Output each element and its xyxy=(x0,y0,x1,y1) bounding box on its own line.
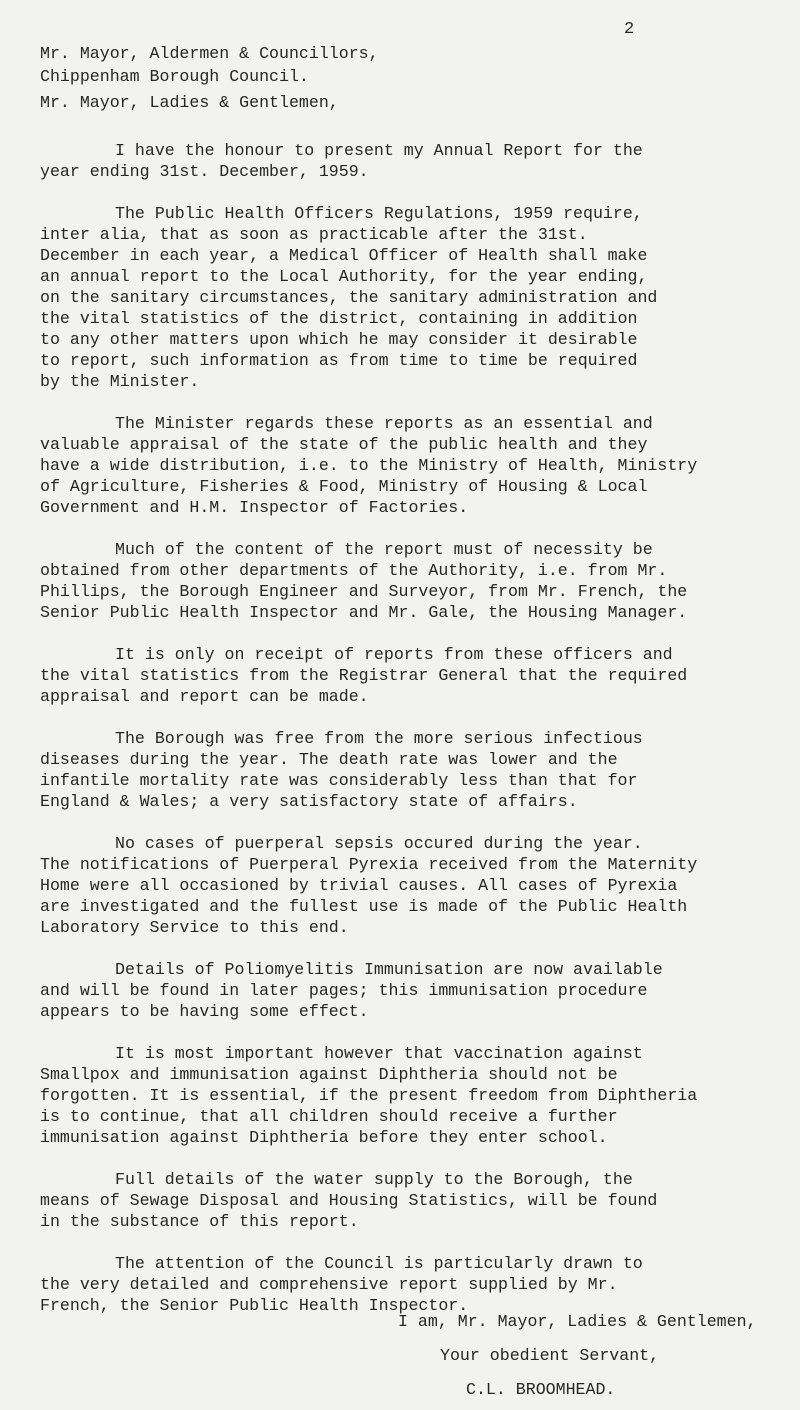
paragraph: Full details of the water supply to the Borough, the means of Sewage Disposal and Housing Statistics, will be found in the substance of this report. xyxy=(40,1170,658,1231)
signature: C.L. BROOMHEAD. xyxy=(466,1380,616,1399)
paragraph: No cases of puerperal sepsis occured during the year. The notifications of Puerperal Pyrexia received from the Maternity Home were all occasioned by trivial causes. All cases of Pyrexia are investigated and the fullest use is made of the Public Health Laboratory Service to this end. xyxy=(40,834,698,937)
paragraph: The Minister regards these reports as an essential and valuable appraisal of the state of the public health and they have a wide distribution, i.e. to the Ministry of Health, Ministry of Agriculture, Fisheries & Food, Ministry of Housing & Local Government and H.M. Inspector of Factories. xyxy=(40,414,698,517)
paragraph: Details of Poliomyelitis Immunisation are now available and will be found in later pages; this immunisation procedure appears to be having some effect. xyxy=(40,960,663,1021)
addressee-line: Mr. Mayor, Aldermen & Councillors, xyxy=(40,44,379,63)
paragraph: I have the honour to present my Annual Report for the year ending 31st. December, 1959. xyxy=(40,141,643,181)
paragraph: Much of the content of the report must of necessity be obtained from other departments of the Authority, i.e. from Mr. Phillips, the Borough Engineer and Surveyor, from Mr. French, the Senior Public Health Inspector and Mr. Gale, the Housing Manager. xyxy=(40,540,688,622)
paragraph: It is most important however that vaccination against Smallpox and immunisation against Diphtheria should not be forgotten. It is essential, if the present freedom from Diphtheria is to continue, that all children should receive a further immunisation against Diphtheria before they enter school. xyxy=(40,1044,698,1147)
paragraph: The attention of the Council is particularly drawn to the very detailed and comprehensive report supplied by Mr. French, the Senior Public Health Inspector. xyxy=(40,1254,643,1315)
paragraph: The Public Health Officers Regulations, 1959 require, inter alia, that as soon as practicable after the 31st. December in each year, a Medical Officer of Health shall make an annual report to the Local Authority, for the year ending, on the sanitary circumstances, the sanitary administration and the vital statistics of the district, containing in addition to any other matters upon which he may consider it desirable to report, such information as from time to time be required by the Minister. xyxy=(40,204,658,391)
addressee-line: Chippenham Borough Council. xyxy=(40,67,309,86)
closing-line: I am, Mr. Mayor, Ladies & Gentlemen, xyxy=(398,1312,757,1331)
closing-block xyxy=(398,1309,756,1402)
paragraph: It is only on receipt of reports from these officers and the vital statistics from the Registrar General that the required appraisal and report can be made. xyxy=(40,645,688,706)
addressee-block xyxy=(40,42,780,88)
closing-line: Your obedient Servant, xyxy=(440,1346,660,1365)
paragraph: The Borough was free from the more serious infectious diseases during the year. The death rate was lower and the infantile mortality rate was considerably less than that for England & Wales; a very satisfactory state of affairs. xyxy=(40,729,643,811)
page-number: 2 xyxy=(624,20,635,39)
salutation: Mr. Mayor, Ladies & Gentlemen, xyxy=(40,93,339,112)
letter-body xyxy=(40,140,795,1337)
